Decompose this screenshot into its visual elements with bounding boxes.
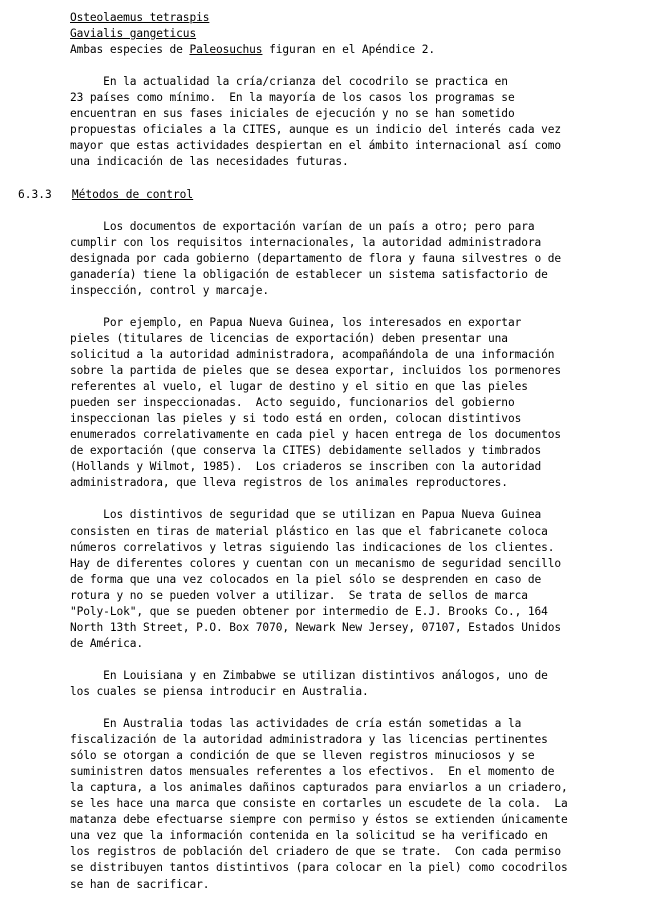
text-line: Los documentos de exportación varían de un país a otro; pero para bbox=[70, 219, 535, 233]
species-line-3 bbox=[70, 42, 628, 58]
text-line: suministren datos mensuales referentes a los efectivos. En el momento de bbox=[70, 765, 555, 779]
paragraph-australia bbox=[70, 716, 628, 893]
text-line: inspeccionan las pieles y si todo está en orden, colocan distintivos bbox=[70, 412, 522, 426]
text-line: de forma que una vez colocados en la piel sólo se desprenden en caso de bbox=[70, 572, 542, 586]
paragraph-documentos-exportacion bbox=[70, 219, 628, 299]
species-name-osteolaemus: Osteolaemus tetraspis bbox=[70, 11, 210, 24]
text-line: (Hollands y Wilmot, 1985). Los criaderos se inscriben con la autoridad bbox=[70, 460, 542, 474]
text-line: ganadería) tiene la obligación de establecer un sistema satisfactorio de bbox=[70, 267, 548, 281]
text-line: encuentran en sus fases iniciales de ejecución y no se han sometido bbox=[70, 107, 515, 121]
text-line: cumplir con los requisitos internacionales, la autoridad administradora bbox=[70, 235, 542, 249]
text-line: números correlativos y letras siguiendo las indicaciones de los clientes. bbox=[70, 540, 555, 554]
text-line: Los distintivos de seguridad que se utilizan en Papua Nueva Guinea bbox=[70, 508, 542, 522]
text-line: En Australia todas las actividades de cría están sometidas a la bbox=[70, 717, 522, 731]
text-line: mayor que estas actividades despiertan en el ámbito internacional así como bbox=[70, 139, 562, 153]
paragraph-louisiana-zimbabwe bbox=[70, 668, 628, 700]
text-line: Por ejemplo, en Papua Nueva Guinea, los interesados en exportar bbox=[70, 315, 522, 329]
text-line: pueden ser inspeccionadas. Acto seguido, funcionarios del gobierno bbox=[70, 396, 515, 410]
paragraph-actualidad bbox=[70, 74, 628, 170]
text-line: una indicación de las necesidades futuras. bbox=[70, 155, 349, 169]
text-line: En Louisiana y en Zimbabwe se utilizan distintivos análogos, uno de bbox=[70, 668, 548, 682]
text-line: matanza debe efectuarse siempre con permiso y éstos se extienden únicamente bbox=[70, 813, 568, 827]
text-line: se distribuyen tantos distintivos (para colocar en la piel) como cocodrilos bbox=[70, 861, 568, 875]
text-line: inspección, control y marcaje. bbox=[70, 283, 270, 297]
text-line: designada por cada gobierno (departamento de flora y fauna silvestres o de bbox=[70, 251, 562, 265]
text-line: North 13th Street, P.O. Box 7070, Newark New Jersey, 07107, Estados Unidos bbox=[70, 620, 562, 634]
species-name-gavialis: Gavialis gangeticus bbox=[70, 27, 197, 41]
text-line: propuestas oficiales a la CITES, aunque es un indicio del interés cada vez bbox=[70, 123, 562, 137]
section-title: Métodos de control bbox=[71, 187, 194, 201]
paragraph-papua-nueva-guinea bbox=[70, 315, 628, 492]
spacer-2 bbox=[70, 170, 628, 186]
spacer-4 bbox=[70, 299, 628, 315]
text-line: de exportación (que conserva la CITES) debidamente sellados y timbrados bbox=[70, 444, 542, 458]
species-line-1 bbox=[70, 10, 628, 26]
text-line: de América. bbox=[70, 636, 143, 650]
text-line: sólo se otorgan a condición de que se lleven registros minuciosos y se bbox=[70, 749, 535, 763]
text-line: consisten en tiras de material plástico en las que el fabricanete coloca bbox=[70, 524, 548, 538]
text-line: pieles (titulares de licencias de exportación) deben presentar una bbox=[70, 331, 508, 345]
spacer-6 bbox=[70, 652, 628, 668]
text-line: referentes al vuelo, el lugar de destino y el sitio en que las pieles bbox=[70, 380, 528, 394]
text-line: enumerados correlativamente en cada piel y hacen entrega de los documentos bbox=[70, 428, 562, 442]
text-line: solicitud a la autoridad administradora, acompañándola de una información bbox=[70, 347, 555, 361]
species-name-paleosuchus: Paleosuchus bbox=[189, 43, 263, 57]
species-note-paleosuchus: Ambas especies de Paleosuchus figuran en el Apéndice 2. bbox=[70, 43, 435, 57]
section-heading bbox=[18, 187, 628, 203]
section-number: 6.3.3 bbox=[18, 187, 52, 201]
text-line: fiscalización de la autoridad administradora y las licencias pertinentes bbox=[70, 733, 548, 747]
text-line: Hay de diferentes colores y cuentan con un mecanismo de seguridad sencillo bbox=[70, 556, 562, 570]
spacer-5 bbox=[70, 491, 628, 507]
text-line: la captura, a los animales dañinos capturados para enviarlos a un criadero, bbox=[70, 781, 568, 795]
text-line: se han de sacrificar. bbox=[70, 877, 210, 891]
text-line: una vez que la información contenida en la solicitud se ha verificado en bbox=[70, 829, 548, 843]
text-line: sobre la partida de pieles que se desea exportar, incluidos los pormenores bbox=[70, 364, 562, 378]
paragraph-distintivos-seguridad bbox=[70, 507, 628, 651]
text-line: En la actualidad la cría/crianza del cocodrilo se practica en bbox=[70, 75, 508, 89]
spacer-3 bbox=[70, 203, 628, 219]
text-line: "Poly-Lok", que se pueden obtener por intermedio de E.J. Brooks Co., 164 bbox=[70, 604, 548, 618]
text-line: los registros de población del criadero de que se trate. Con cada permiso bbox=[70, 845, 562, 859]
spacer-1 bbox=[70, 58, 628, 74]
text-line: rotura y no se pueden volver a utilizar. Se trata de sellos de marca bbox=[70, 588, 528, 602]
spacer-7 bbox=[70, 700, 628, 716]
text-line: administradora, que lleva registros de los animales reproductores. bbox=[70, 476, 508, 490]
text-line: los cuales se piensa introducir en Australia. bbox=[70, 684, 369, 698]
species-list bbox=[70, 10, 628, 58]
species-line-2 bbox=[70, 26, 628, 42]
text-line: 23 países como mínimo. En la mayoría de los casos los programas se bbox=[70, 91, 515, 105]
text-line: se les hace una marca que consiste en cortarles un escudete de la cola. La bbox=[70, 797, 568, 811]
